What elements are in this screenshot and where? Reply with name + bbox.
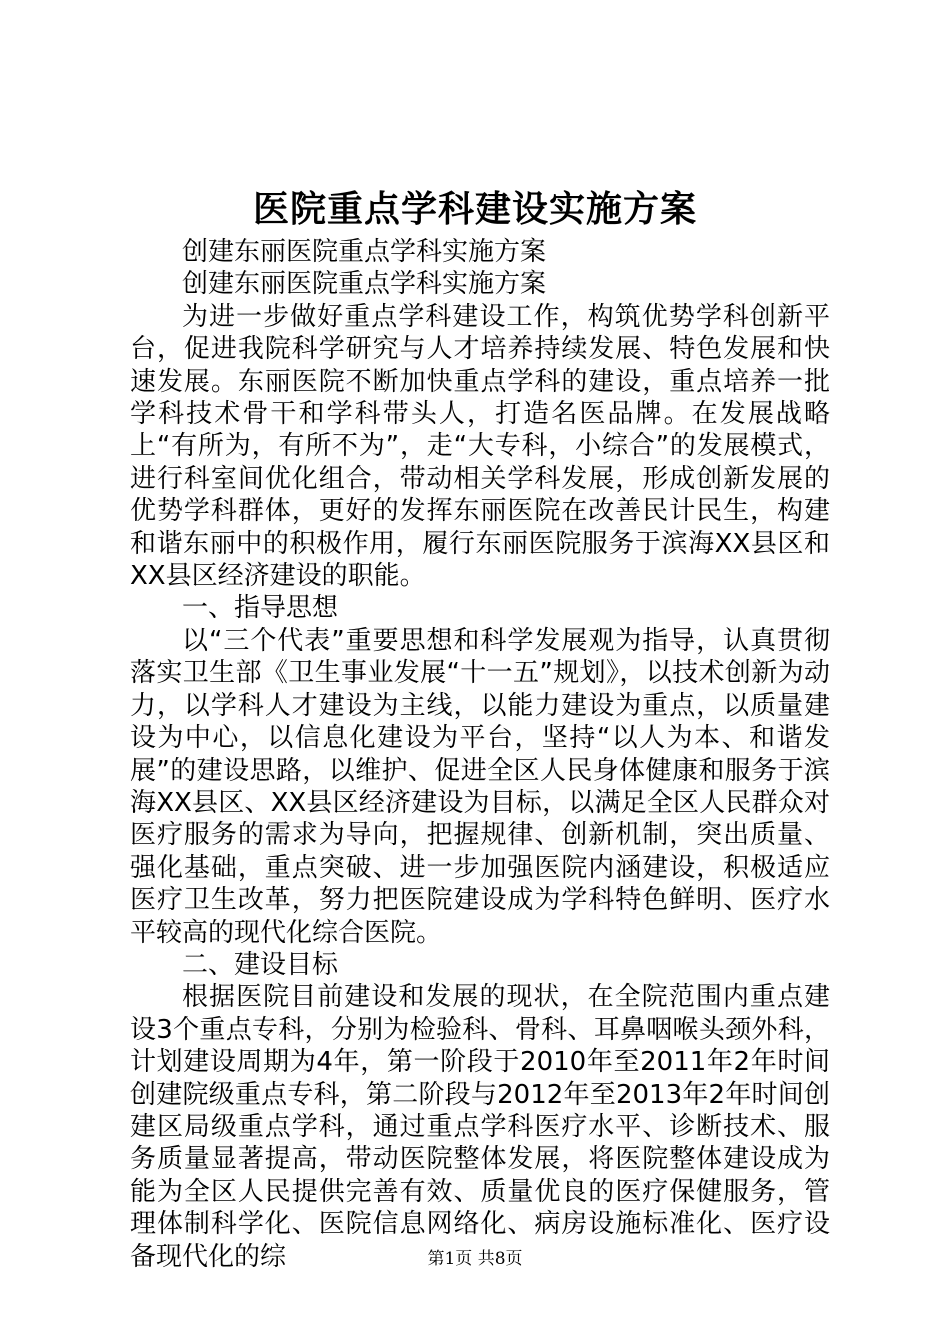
document-body [130, 236, 830, 1273]
paragraph-intro: 为进一步做好重点学科建设工作，构筑优势学科创新平台，促进我院科学研究与人才培养持续发展、特色发展和快速发展。东丽医院不断加快重点学科的建设，重点培养一批学科技术骨干和学科带头人，打造名医品牌。在发展战略上“有所为，有所不为”，走“大专科，小综合”的发展模式，进行科室间优化组合，带动相关学科发展，形成创新发展的优势学科群体，更好的发挥东丽医院在改善民计民生，构建和谐东丽中的积极作用，履行东丽医院服务于滨海XX县区和XX县区经济建设的职能。 [130, 301, 830, 592]
paragraph-construction-goals: 根据医院目前建设和发展的现状，在全院范围内重点建设3个重点专科，分别为检验科、骨科、耳鼻咽喉头颈外科，计划建设周期为4年，第一阶段于2010年至2011年2年时间创建院级重点专科，第二阶段与2012年至2013年2年时间创建区局级重点学科，通过重点学科医疗水平、诊断技术、服务质量显著提高，带动医院整体发展，将医院整体建设成为能为全区人民提供完善有效、质量优良的医疗保健服务，管理体制科学化、医院信息网络化、病房设施标准化、医疗设备现代化的综 [130, 982, 830, 1272]
section-heading-construction-goals: 二、建设目标 [182, 949, 339, 980]
paragraph-subtitle-2: 创建东丽医院重点学科实施方案 [182, 269, 547, 300]
document-title: 医院重点学科建设实施方案 [252, 188, 697, 230]
page-footer: 第1页 共8页 [427, 1249, 523, 1269]
paragraph-subtitle-1: 创建东丽医院重点学科实施方案 [182, 237, 547, 267]
paragraph-guiding-thought: 以“三个代表”重要思想和科学发展观为指导，认真贯彻落实卫生部《卫生事业发展“十一五”规划》，以技术创新为动力，以学科人才建设为主线，以能力建设为重点，以质量建设为中心，以信息化建设为平台，坚持“以人为本、和谐发展”的建设思路，以维护、促进全区人民身体健康和服务于滨海XX县区、XX县区经济建设为目标，以满足全区人民群众对医疗服务的需求为导向，把握规律、创新机制，突出质量、强化基础，重点突破、进一步加强医院内涵建设，积极适应医疗卫生改革，努力把医院建设成为学科特色鲜明、医疗水平较高的现代化综合医院。 [130, 625, 830, 948]
section-heading-guiding-thought: 一、指导思想 [182, 593, 339, 624]
